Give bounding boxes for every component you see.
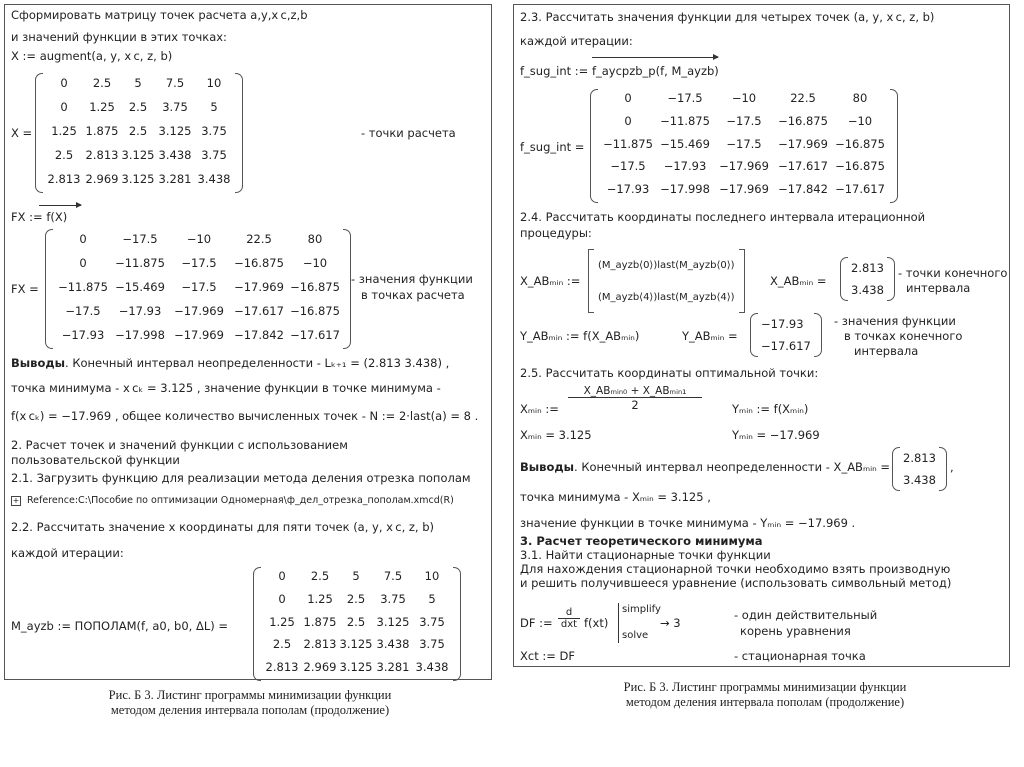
x-label: X = xyxy=(11,126,33,140)
vectorize-arrow-2 xyxy=(592,57,718,58)
x-matrix-cell: 2.813 xyxy=(47,172,81,186)
vectorize-arrow xyxy=(39,205,81,206)
yab-vector-cell: −17.93 xyxy=(761,317,804,331)
fsug-matrix-cell: 80 xyxy=(852,91,868,105)
m-matrix-cell: 3.125 xyxy=(376,614,410,629)
conclusion-line-3: f(x cₖ) = −17.969 , общее количество вычисленных точек - N := 2·last(a) = 8 . xyxy=(11,409,479,423)
m-matrix-cell: 2.5 xyxy=(346,614,366,629)
x-matrix-cell: 3.125 xyxy=(121,172,155,186)
m-matrix-cell: 3.75 xyxy=(419,637,445,652)
fsug-matrix xyxy=(590,89,898,203)
m-matrix-cell: 5 xyxy=(352,569,360,583)
fsug-matrix-cell: −10 xyxy=(731,91,757,105)
fsug-label: f_sug_int = xyxy=(520,140,585,154)
df-result: → 3 xyxy=(660,616,681,630)
x-matrix-cell: 3.125 xyxy=(158,124,192,138)
section-2-4-line-2: процедуры: xyxy=(520,226,592,240)
yab-vector xyxy=(750,313,822,357)
x-matrix-cell: 2.5 xyxy=(54,148,74,162)
df-note-2: корень уравнения xyxy=(740,624,851,638)
fsug-matrix-cell: −16.875 xyxy=(778,113,828,128)
fx-matrix-cell: −10 xyxy=(186,232,212,246)
df-function: f(xt) xyxy=(584,616,609,630)
fx-matrix-cell: −17.93 xyxy=(118,304,162,318)
conclusion-bold: Выводы xyxy=(11,356,66,370)
m-matrix-cell: 2.5 xyxy=(272,637,292,652)
fsug-matrix-cell: −16.875 xyxy=(835,159,885,174)
yab-note-3: интервала xyxy=(854,344,919,358)
section-2-title-1: 2. Расчет точек и значений функции с использованием xyxy=(11,438,348,452)
section-2-4-line-1: 2.4. Рассчитать координаты последнего интервала итерационной xyxy=(520,210,926,224)
df-denominator: dxt xyxy=(558,618,580,630)
conclusion-line-2: точка минимума - x cₖ = 3.125 , значение функции в точке минимума - xyxy=(11,381,441,395)
conclusion-vector-cell: 3.438 xyxy=(903,473,936,487)
right-conclusion-line-1 xyxy=(520,461,890,474)
m-matrix-cell: 2.969 xyxy=(303,660,337,675)
section-2-1: 2.1. Загрузить функцию для реализации метода деления отрезка пополам xyxy=(11,471,471,485)
xmin-denominator: 2 xyxy=(568,397,702,412)
m-matrix-cell: 5 xyxy=(428,591,436,606)
expand-icon[interactable]: + xyxy=(12,495,20,505)
m-matrix-cell: 3.75 xyxy=(419,614,445,629)
fx-label: FX = xyxy=(11,282,39,296)
xab-row-2: (M_ayzb⟨4⟩)last(M_ayzb⟨4⟩) xyxy=(598,291,735,303)
right-conclusion-text-1: . Конечный интервал неопределенности - X_ABₘᵢₙ = xyxy=(574,460,891,474)
fx-matrix-cell: 80 xyxy=(307,232,323,246)
xmin-value: Xₘᵢₙ = 3.125 xyxy=(520,428,592,442)
xmin-numerator: X_ABₘᵢₙ₀ + X_ABₘᵢₙ₁ xyxy=(583,385,687,397)
m-matrix-cell: 0 xyxy=(278,591,286,606)
xab-matrix xyxy=(588,249,745,313)
section-2-3-line-2: каждой итерации: xyxy=(520,34,633,48)
left-page xyxy=(4,4,492,680)
section-3-1-line-3: и решить получившееся уравнение (использовать символьный метод) xyxy=(520,576,952,590)
x-matrix-cell: 2.5 xyxy=(128,124,148,138)
fsug-matrix-cell: −17.5 xyxy=(726,113,762,128)
intro-line-2: и значений функции в этих точках: xyxy=(11,30,227,44)
fsug-matrix-cell: −17.842 xyxy=(778,182,828,197)
yab-note-1: - значения функции xyxy=(834,314,956,328)
fsug-matrix-cell: −17.93 xyxy=(663,159,707,174)
right-conclusion-line-2: точка минимума - Xₘᵢₙ = 3.125 , xyxy=(520,490,711,504)
xct-assign: Xct := DF xyxy=(520,649,576,663)
fsug-matrix-cell: 0 xyxy=(624,91,632,105)
xab-vector-cell: 3.438 xyxy=(851,283,884,297)
df-numerator: d xyxy=(565,607,573,618)
fx-matrix-cell: −17.5 xyxy=(181,256,217,270)
fsug-matrix-cell: −15.469 xyxy=(660,136,710,151)
x-matrix-cell: 1.25 xyxy=(89,100,115,114)
m-assign: M_ayzb := ПОПОЛАМ(f, a0, b0, ΔL) = xyxy=(11,619,229,633)
right-caption-line-2: методом деления интервала пополам (продолжение) xyxy=(625,695,905,709)
intro-line-1: Сформировать матрицу точек расчета a,y,x c,z,b xyxy=(11,8,308,22)
fx-matrix-cell: −10 xyxy=(302,256,328,270)
m-matrix-cell: 3.281 xyxy=(376,660,410,675)
m-matrix-cell: 3.125 xyxy=(339,637,373,652)
fx-matrix-cell: −16.875 xyxy=(290,304,340,318)
section-2-2-line-2: каждой итерации: xyxy=(11,546,124,560)
reference-link[interactable] xyxy=(11,495,454,506)
xab-vector-cell: 2.813 xyxy=(851,261,884,275)
fx-matrix-cell: −17.998 xyxy=(115,328,165,342)
df-lhs: DF := xyxy=(520,616,553,630)
right-caption xyxy=(545,680,985,710)
section-3-title: 3. Расчет теоретического минимума xyxy=(520,534,763,548)
m-matrix-cell: 1.875 xyxy=(303,614,337,629)
ymin-value: Yₘᵢₙ = −17.969 xyxy=(732,428,820,442)
m-matrix-cell: 7.5 xyxy=(383,569,403,583)
m-matrix-cell: 2.5 xyxy=(310,569,330,583)
fx-matrix-cell: −17.5 xyxy=(181,280,217,294)
yab-vector-cell: −17.617 xyxy=(761,339,811,353)
conclusion-text-1: . Конечный интервал неопределенности - Lₖ₊₁ = (2.813 3.438) , xyxy=(65,356,450,370)
m-matrix-cell: 3.438 xyxy=(376,637,410,652)
m-matrix-cell: 3.75 xyxy=(380,591,406,606)
comma-mark: , xyxy=(950,460,954,474)
fx-matrix xyxy=(45,229,351,349)
xmin-lhs: Xₘᵢₙ := xyxy=(520,402,559,416)
x-matrix-cell: 1.875 xyxy=(85,124,119,138)
fx-matrix-cell: −17.93 xyxy=(61,328,105,342)
fsug-matrix-cell: −17.969 xyxy=(719,159,769,174)
m-matrix-cell: 10 xyxy=(424,569,440,583)
fx-matrix-cell: −17.617 xyxy=(234,304,284,318)
fx-matrix-cell: −11.875 xyxy=(115,256,165,270)
x-matrix xyxy=(35,73,243,193)
fsug-matrix-cell: −10 xyxy=(847,113,873,128)
conclusion-line-1 xyxy=(11,357,449,370)
df-derivative xyxy=(558,607,580,630)
fsug-matrix-cell: −17.617 xyxy=(835,182,885,197)
ymin-assign: Yₘᵢₙ := f(Xₘᵢₙ) xyxy=(732,402,809,416)
x-matrix-cell: 3.75 xyxy=(162,100,188,114)
x-matrix-cell: 0 xyxy=(60,100,68,114)
fx-note-2: в точках расчета xyxy=(361,288,465,302)
fx-matrix-cell: −17.969 xyxy=(174,304,224,318)
xab-row-1: (M_ayzb⟨0⟩)last(M_ayzb⟨0⟩) xyxy=(598,259,735,271)
m-matrix-cell: 1.25 xyxy=(269,614,295,629)
reference-path: Reference:C:\Пособие по оптимизации Одномерная\ф_дел_отрезка_пополам.xmcd(R) xyxy=(27,495,454,506)
fx-matrix-cell: −17.842 xyxy=(234,328,284,342)
fx-matrix-cell: 0 xyxy=(79,232,87,246)
x-matrix-cell: 3.281 xyxy=(158,172,192,186)
x-matrix-cell: 0 xyxy=(60,76,68,90)
fx-matrix-cell: −11.875 xyxy=(58,280,108,294)
right-page xyxy=(513,4,1010,667)
fx-assign: FX := f(X) xyxy=(11,210,68,224)
fx-matrix-cell: −16.875 xyxy=(290,280,340,294)
left-caption xyxy=(30,688,470,718)
section-2-3-line-1: 2.3. Рассчитать значения функции для четырех точек (a, y, x c, z, b) xyxy=(520,10,935,24)
x-matrix-cell: 3.75 xyxy=(201,148,227,162)
fx-matrix-cell: −17.5 xyxy=(122,232,158,246)
section-2-title-2: пользовательской функции xyxy=(11,453,180,467)
m-matrix-cell: 1.25 xyxy=(307,591,333,606)
xab-vector xyxy=(840,257,895,301)
section-3-1-line-2: Для нахождения стационарной точки необходимо взять производную xyxy=(520,562,951,576)
fsug-matrix-cell: −17.5 xyxy=(667,91,703,105)
fsug-matrix-cell: −17.93 xyxy=(606,182,650,197)
fsug-matrix-cell: −11.875 xyxy=(603,136,653,151)
x-matrix-cell: 7.5 xyxy=(165,76,185,90)
fx-matrix-cell: 0 xyxy=(79,256,87,270)
x-matrix-cell: 2.813 xyxy=(85,148,119,162)
section-2-2-line-1: 2.2. Рассчитать значение x координаты для пяти точек (a, y, x c, z, b) xyxy=(11,520,435,534)
xab-eq: X_ABₘᵢₙ = xyxy=(770,274,827,288)
fsug-matrix-cell: 22.5 xyxy=(790,91,816,105)
fsug-matrix-cell: −17.5 xyxy=(610,159,646,174)
fsug-assign: f_sug_int := f_aycpzb_p(f, M_ayzb) xyxy=(520,64,719,78)
right-caption-line-1: Рис. Б 3. Листинг программы минимизации функции xyxy=(623,680,907,694)
conclusion-vector xyxy=(892,447,947,491)
m-matrix-cell: 3.125 xyxy=(339,660,373,675)
x-note: - точки расчета xyxy=(361,126,456,140)
right-conclusion-bold: Выводы xyxy=(520,460,575,474)
xab-label: X_ABₘᵢₙ := xyxy=(520,274,581,288)
x-matrix-cell: 5 xyxy=(210,100,218,114)
x-matrix-cell: 10 xyxy=(206,76,222,90)
left-caption-line-2: методом деления интервала пополам (продолжение) xyxy=(110,703,390,717)
fsug-matrix-cell: −17.969 xyxy=(719,182,769,197)
x-matrix-cell: 2.969 xyxy=(85,172,119,186)
keyword-bar xyxy=(618,603,619,643)
yab-note-2: в точках конечного xyxy=(844,329,963,343)
x-matrix-cell: 5 xyxy=(134,76,142,90)
x-matrix-cell: 2.5 xyxy=(92,76,112,90)
m-matrix xyxy=(253,567,461,681)
df-keyword-solve: solve xyxy=(622,630,649,641)
xct-note: - стационарная точка xyxy=(734,649,866,663)
fx-matrix-cell: 22.5 xyxy=(246,232,272,246)
right-conclusion-line-3: значение функции в точке минимума - Yₘᵢₙ = −17.969 . xyxy=(520,516,856,530)
m-matrix-cell: 2.813 xyxy=(303,637,337,652)
m-matrix-cell: 0 xyxy=(278,569,286,583)
fsug-matrix-cell: −17.617 xyxy=(778,159,828,174)
fx-matrix-cell: −17.5 xyxy=(65,304,101,318)
fsug-matrix-cell: −17.5 xyxy=(726,136,762,151)
fsug-matrix-cell: 0 xyxy=(624,113,632,128)
xab-note-2: интервала xyxy=(906,281,971,295)
fx-matrix-cell: −17.617 xyxy=(290,328,340,342)
x-assign: X := augment(a, y, x c, z, b) xyxy=(11,49,173,63)
m-matrix-cell: 2.813 xyxy=(265,660,299,675)
section-3-1: 3.1. Найти стационарные точки функции xyxy=(520,548,771,562)
xmin-fraction xyxy=(568,385,702,412)
yab-assign: Y_ABₘᵢₙ := f(X_ABₘᵢₙ) xyxy=(520,329,640,343)
x-matrix-cell: 3.438 xyxy=(158,148,192,162)
yab-eq: Y_ABₘᵢₙ = xyxy=(682,329,738,343)
conclusion-vector-cell: 2.813 xyxy=(903,451,936,465)
x-matrix-cell: 3.438 xyxy=(197,172,231,186)
fsug-matrix-cell: −17.998 xyxy=(660,182,710,197)
x-matrix-cell: 3.125 xyxy=(121,148,155,162)
fx-matrix-cell: −17.969 xyxy=(234,280,284,294)
left-caption-line-1: Рис. Б 3. Листинг программы минимизации функции xyxy=(108,688,392,702)
section-2-5: 2.5. Рассчитать координаты оптимальной точки: xyxy=(520,366,819,380)
fsug-matrix-cell: −11.875 xyxy=(660,113,710,128)
xab-note-1: - точки конечного xyxy=(898,266,1008,280)
m-matrix-cell: 2.5 xyxy=(346,591,366,606)
fx-note-1: - значения функции xyxy=(351,272,473,286)
fx-matrix-cell: −15.469 xyxy=(115,280,165,294)
x-matrix-cell: 2.5 xyxy=(128,100,148,114)
x-matrix-cell: 3.75 xyxy=(201,124,227,138)
fsug-matrix-cell: −16.875 xyxy=(835,136,885,151)
df-note-1: - один действительный xyxy=(734,608,878,622)
fsug-matrix-cell: −17.969 xyxy=(778,136,828,151)
fx-matrix-cell: −17.969 xyxy=(174,328,224,342)
fx-matrix-cell: −16.875 xyxy=(234,256,284,270)
x-matrix-cell: 1.25 xyxy=(51,124,77,138)
m-matrix-cell: 3.438 xyxy=(415,660,449,675)
df-keyword-simplify: simplify xyxy=(622,604,661,615)
